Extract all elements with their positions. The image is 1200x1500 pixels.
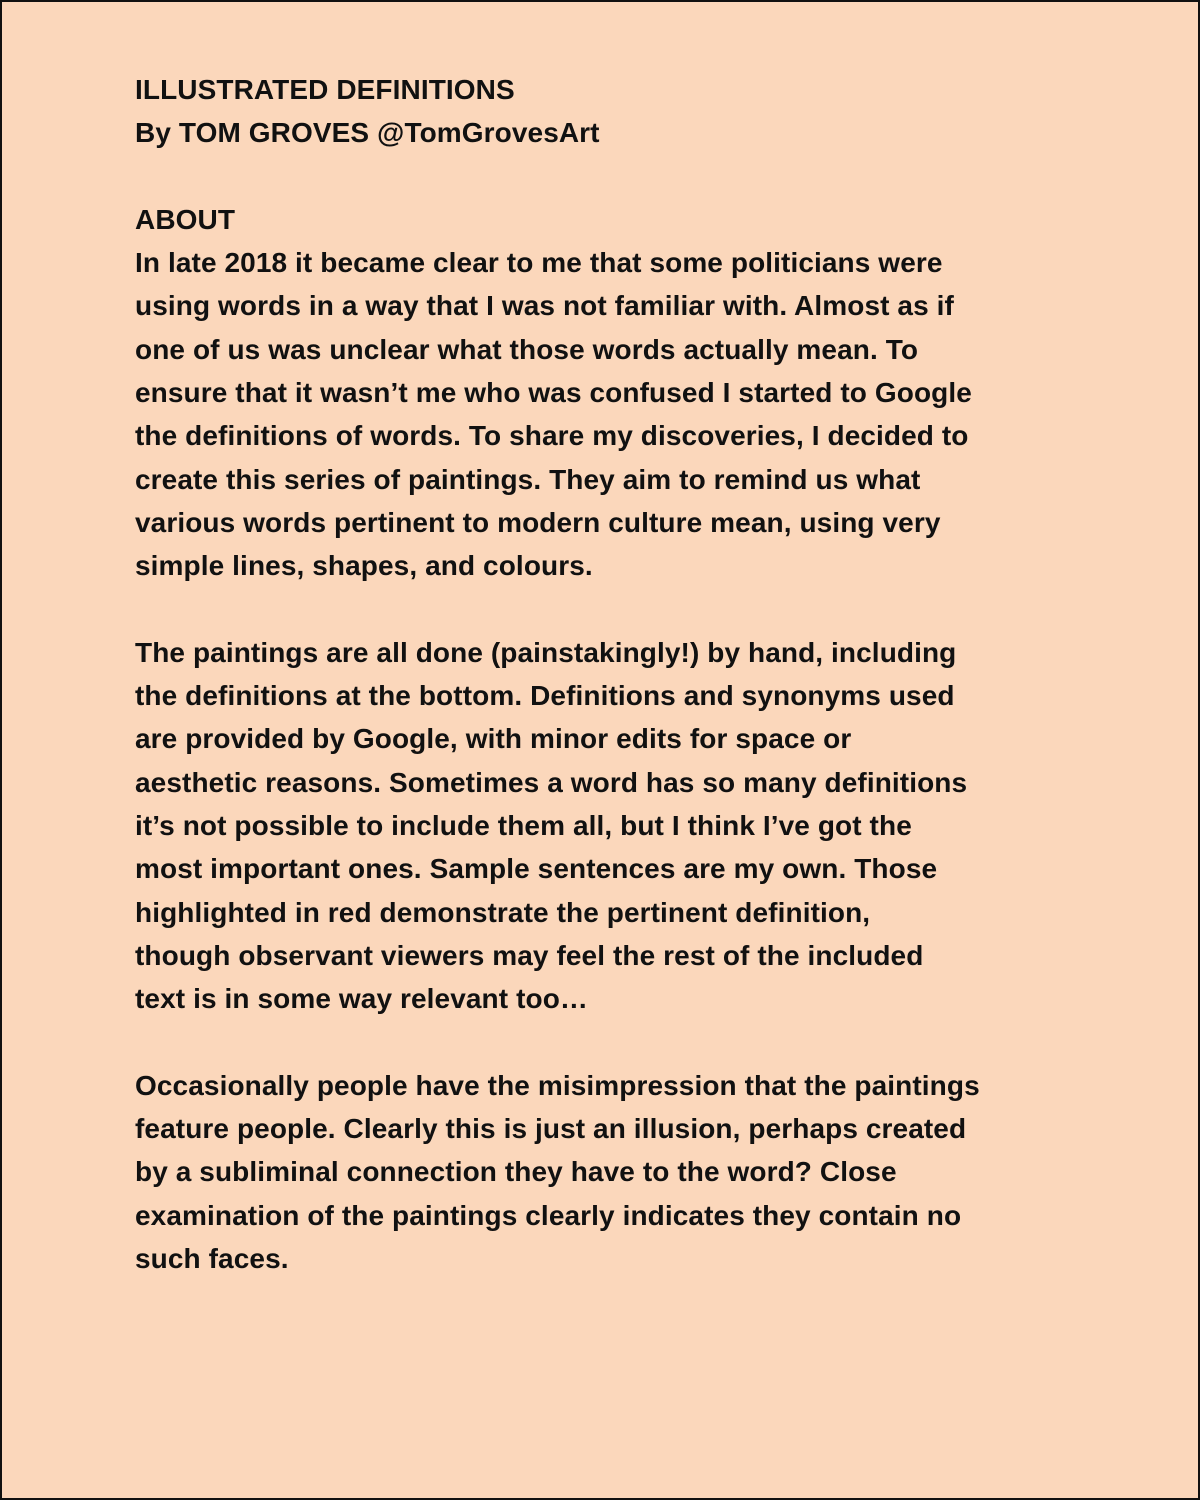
spacer bbox=[135, 1021, 1095, 1064]
paragraph-line: examination of the paintings clearly indicates they contain no bbox=[135, 1199, 962, 1231]
paragraph-line: by a subliminal connection they have to the word? Close bbox=[135, 1156, 897, 1188]
paragraph-line: though observant viewers may feel the rest of the included bbox=[135, 939, 924, 971]
paragraph-line: the definitions of words. To share my discoveries, I decided to bbox=[135, 420, 969, 452]
paragraph-1 bbox=[135, 241, 1095, 587]
paragraph-2 bbox=[135, 631, 1095, 1021]
paragraph-line: are provided by Google, with minor edits for space or bbox=[135, 723, 852, 755]
paragraph-line: the definitions at the bottom. Definitions and synonyms used bbox=[135, 680, 955, 712]
paragraph-line: ensure that it wasn’t me who was confused I started to Google bbox=[135, 377, 972, 409]
paragraph-line: such faces. bbox=[135, 1243, 289, 1275]
paragraph-line: using words in a way that I was not familiar with. Almost as if bbox=[135, 290, 954, 322]
section-heading-about: ABOUT bbox=[135, 203, 236, 235]
document-title: ILLUSTRATED DEFINITIONS bbox=[135, 74, 515, 105]
paragraph-line: Occasionally people have the misimpression that the paintings bbox=[135, 1069, 980, 1101]
paragraph-line: it’s not possible to include them all, but I think I’ve got the bbox=[135, 810, 912, 842]
spacer bbox=[135, 588, 1095, 631]
document-byline: By TOM GROVES @TomGrovesArt bbox=[135, 117, 600, 149]
document-content bbox=[135, 68, 1095, 1280]
paragraph-line: highlighted in red demonstrate the pertinent definition, bbox=[135, 896, 871, 928]
paragraph-3 bbox=[135, 1064, 1095, 1280]
spacer bbox=[135, 155, 1095, 198]
paragraph-line: simple lines, shapes, and colours. bbox=[135, 550, 593, 582]
paragraph-line: aesthetic reasons. Sometimes a word has so many definitions bbox=[135, 766, 968, 798]
paragraph-line: The paintings are all done (painstakingly!) by hand, including bbox=[135, 636, 957, 668]
paragraph-line: create this series of paintings. They aim to remind us what bbox=[135, 463, 921, 495]
paragraph-line: text is in some way relevant too… bbox=[135, 983, 588, 1015]
paragraph-line: feature people. Clearly this is just an illusion, perhaps created bbox=[135, 1113, 967, 1145]
paragraph-line: one of us was unclear what those words actually mean. To bbox=[135, 333, 919, 365]
paragraph-line: various words pertinent to modern culture mean, using very bbox=[135, 506, 941, 538]
paragraph-line: In late 2018 it became clear to me that some politicians were bbox=[135, 247, 943, 279]
paragraph-line: most important ones. Sample sentences are my own. Those bbox=[135, 853, 938, 885]
